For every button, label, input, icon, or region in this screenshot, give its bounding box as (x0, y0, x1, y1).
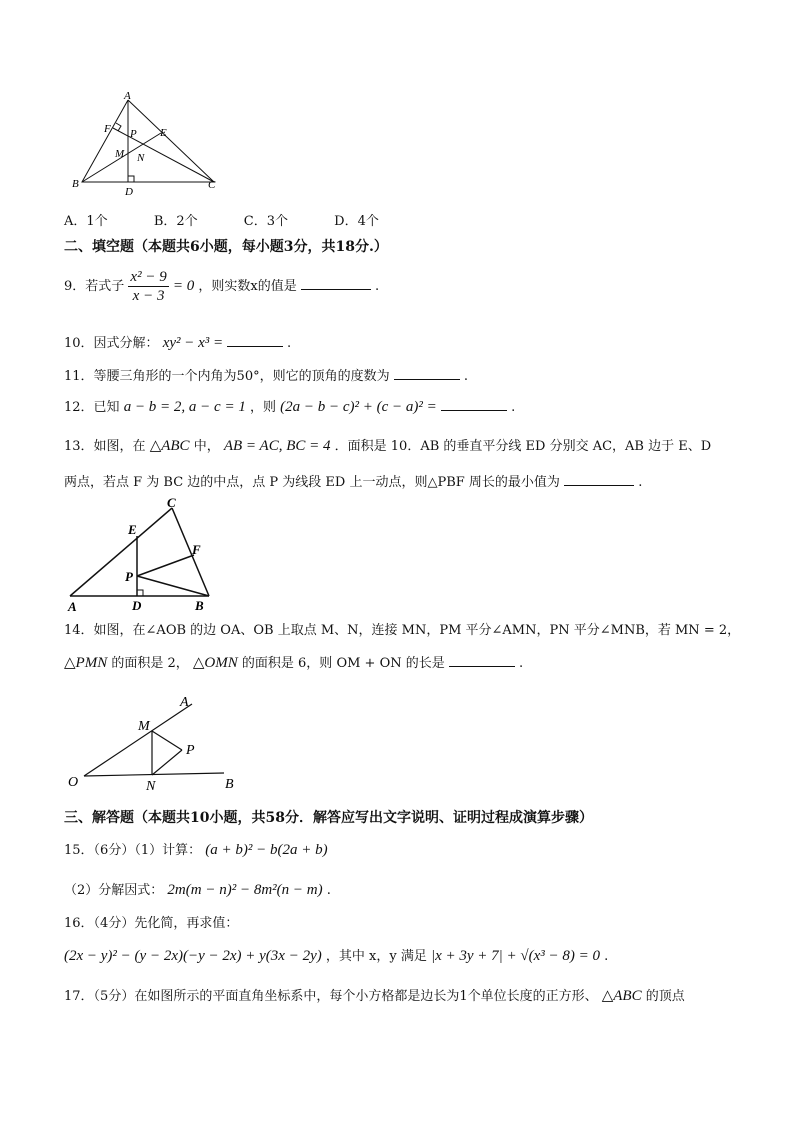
q13-triangle: △ABC (149, 438, 190, 454)
q8-option-c: C．3个 (243, 214, 288, 229)
section-3-title: 三、解答题（本题共10小题，共58分．解答应写出文字说明、证明过程成演算步骤） (64, 810, 593, 826)
segment-pn (152, 750, 182, 775)
label-c: C (167, 496, 176, 510)
q9-numerator: x² − 9 (130, 269, 167, 285)
q9-equals: = 0 (172, 278, 195, 294)
q9-end: . (374, 279, 380, 294)
q16-end: . (604, 949, 609, 964)
q15-part-2-end: . (326, 883, 331, 898)
section-2-title: 二、填空题（本题共6小题，每小题3分，共18分.） (64, 239, 388, 255)
side-bc (172, 508, 209, 596)
label-o: O (68, 775, 79, 790)
label-n: N (137, 152, 145, 164)
q14-triangle-pmn: △PMN (64, 655, 108, 671)
label-f: F (192, 542, 201, 557)
figure-q8-triangle (68, 92, 228, 200)
question-10 (64, 332, 291, 354)
label-m: M (138, 719, 150, 734)
q14-triangle-omn: △OMN (192, 655, 238, 671)
label-b: B (195, 598, 204, 613)
q17-triangle: △ABC (601, 988, 642, 1004)
q9-answer-blank[interactable] (301, 275, 371, 290)
label-d: D (125, 186, 133, 198)
label-b: B (225, 777, 234, 792)
label-a: A (68, 599, 77, 614)
q15-part-1-prefix: 15．（6分）（1）计算： (64, 843, 202, 858)
question-12 (64, 396, 515, 418)
q9-prefix: 9．若式子 (64, 279, 125, 294)
question-16-line-2 (64, 946, 608, 967)
label-n: N (146, 779, 156, 794)
q15-part-2-expression: 2m(m − n)² − 8m²(n − m) (167, 882, 323, 898)
q13-prefix: 13．如图，在 (64, 439, 146, 454)
right-angle-d (137, 590, 143, 596)
q12-prefix: 12．已知 (64, 400, 120, 415)
q11-end: . (463, 369, 469, 384)
q12-expression: (2a − b − c)² + (c − a)² = (280, 399, 437, 415)
ray-oa (84, 704, 192, 776)
segment-pf (137, 555, 194, 576)
label-p: P (130, 128, 137, 140)
q9-denominator: x − 3 (132, 288, 165, 304)
q15-part-1-expression: (a + b)² − b(2a + b) (205, 842, 328, 858)
q10-prefix: 10．因式分解： (64, 336, 159, 351)
figure-q13-triangle (62, 496, 222, 614)
q11-text: 11．等腰三角形的一个内角为50°，则它的顶角的度数为 (64, 369, 390, 384)
q9-fraction (128, 268, 168, 305)
q12-end: . (511, 400, 516, 415)
question-9 (64, 268, 379, 305)
q10-answer-blank[interactable] (227, 332, 283, 347)
label-d: D (132, 598, 142, 613)
q12-condition: a − b = 2, a − c = 1 (123, 399, 246, 415)
question-15-line-1 (64, 840, 328, 861)
segment-pb (137, 576, 209, 596)
q13-answer-blank[interactable] (564, 471, 634, 486)
question-15-line-2 (64, 880, 331, 901)
question-13-line-2 (64, 471, 642, 493)
q14-end: . (519, 656, 524, 671)
q10-end: . (287, 336, 292, 351)
q8-options (64, 212, 379, 232)
q8-option-a: A．1个 (64, 214, 108, 229)
label-m: M (115, 148, 125, 160)
q15-part-2-prefix: （2）分解因式： (64, 883, 164, 898)
q14-text-d: 的面积是 6，则 OM + ON 的长是 (241, 656, 445, 671)
label-p: P (186, 743, 195, 758)
q14-text-b: 的面积是 2， (111, 656, 189, 671)
q8-option-d: D．4个 (334, 214, 379, 229)
question-17 (64, 986, 685, 1007)
q12-mid: ，则 (249, 400, 276, 415)
side-ac (70, 508, 172, 596)
label-a: A (124, 92, 131, 102)
q8-option-b: B．2个 (153, 214, 198, 229)
q11-answer-blank[interactable] (394, 365, 460, 380)
q12-answer-blank[interactable] (441, 396, 507, 411)
question-14-line-2 (64, 652, 523, 674)
q13-end: . (638, 475, 643, 490)
q9-suffix: ，则实数x的值是 (198, 279, 297, 294)
label-b: B (72, 178, 79, 190)
label-c: C (208, 179, 216, 191)
q17-prefix: 17．（5分）在如图所示的平面直角坐标系中，每个小方格都是边长为1个单位长度的正方形、 (64, 989, 598, 1004)
q10-expression: xy² − x³ = (162, 335, 227, 351)
question-11 (64, 365, 468, 387)
question-13-line-1 (64, 436, 711, 457)
segment-mp (152, 731, 182, 750)
q13-mid: 中， (193, 439, 220, 454)
q14-answer-blank[interactable] (449, 652, 515, 667)
q17-suffix: 的顶点 (645, 989, 685, 1004)
label-p: P (125, 569, 133, 584)
q16-expression: (2x − y)² − (y − 2x)(−y − 2x) + y(3x − 2y) (64, 948, 322, 964)
figure-q14-angle (62, 690, 242, 794)
label-e: E (128, 522, 137, 537)
label-e: E (160, 127, 167, 139)
q13-condition: AB = AC, BC = 4 (223, 438, 331, 454)
q16-mid: ，其中 x，y 满足 (325, 949, 427, 964)
right-angle-d (128, 176, 134, 182)
q16-condition: |x + 3y + 7| + √(x³ − 8) = 0 (430, 948, 601, 964)
label-f: F (104, 123, 111, 135)
q13-rest: ．面积是 10．AB 的垂直平分线 ED 分别交 AC，AB 边于 E、D (334, 439, 712, 454)
question-14-line-1: 14．如图，在∠AOB 的边 OA、OB 上取点 M、N，连接 MN，PM 平分∠AMN，PN 平分∠MNB，若 MN = 2， (64, 623, 741, 638)
label-a: A (180, 695, 189, 710)
q13-line-2-text: 两点，若点 F 为 BC 边的中点，点 P 为线段 ED 上一动点，则△PBF 周长的最小值为 (64, 475, 560, 490)
question-16-line-1: 16．（4分）先化简，再求值： (64, 916, 239, 931)
